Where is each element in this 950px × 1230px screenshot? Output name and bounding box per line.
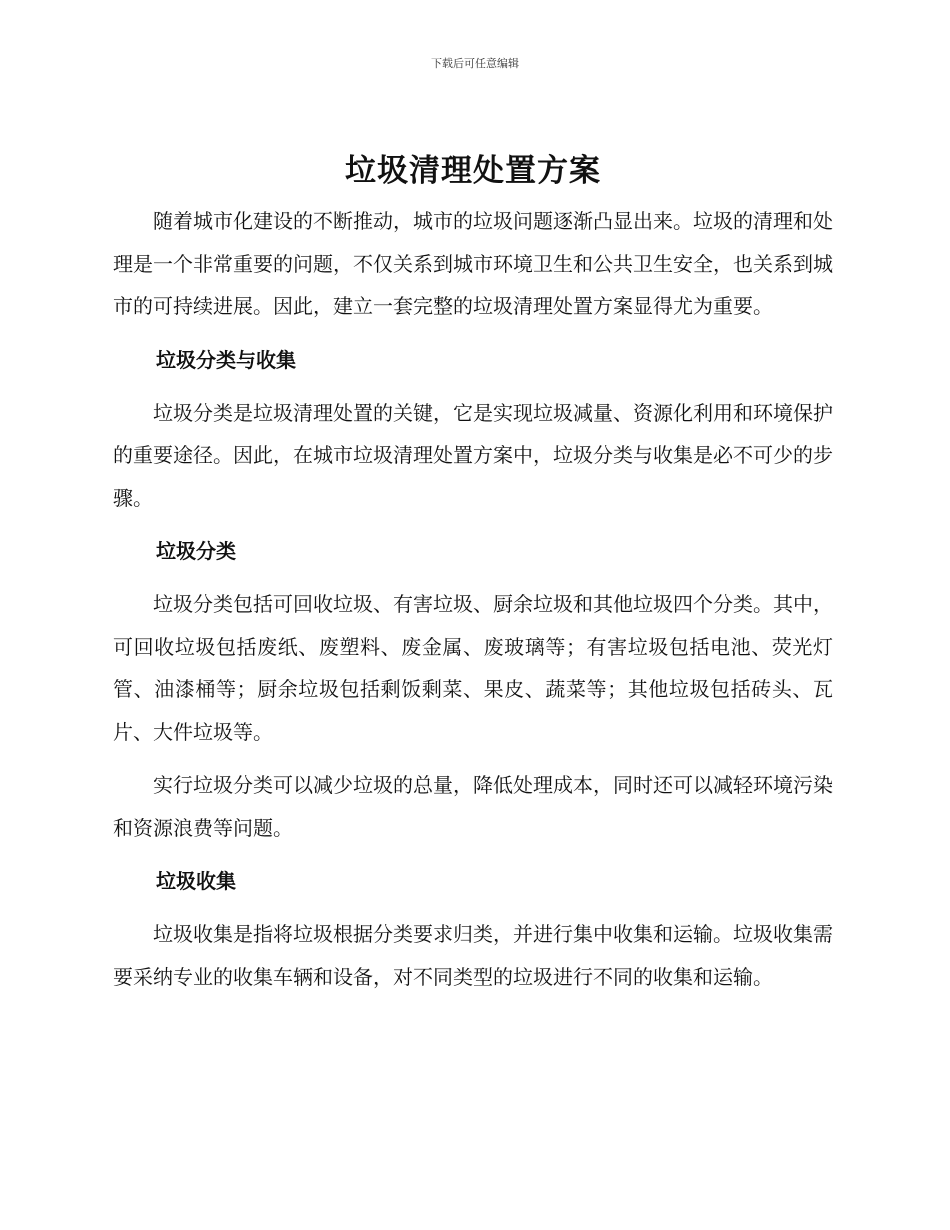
paragraph-sorting-benefits: 实行垃圾分类可以减少垃圾的总量，降低处理成本，同时还可以减轻环境污染和资源浪费等问题。 bbox=[113, 773, 833, 840]
header-note: 下载后可任意编辑 bbox=[431, 57, 519, 70]
paragraph-intro: 随着城市化建设的不断推动，城市的垃圾问题逐渐凸显出来。垃圾的清理和处理是一个非常重要的问题，不仅关系到城市环境卫生和公共卫生安全，也关系到城市的可持续进展。因此，建立一套完整的垃圾清理处置方案显得尤为重要。 bbox=[113, 209, 833, 318]
document-title: 垃圾清理处置方案 bbox=[345, 153, 601, 189]
paragraph-collection: 垃圾收集是指将垃圾根据分类要求归类，并进行集中收集和运输。垃圾收集需要采纳专业的收集车辆和设备，对不同类型的垃圾进行不同的收集和运输。 bbox=[113, 922, 833, 989]
paragraph-gap bbox=[113, 753, 833, 764]
section-heading-collection: 垃圾收集 bbox=[156, 869, 236, 893]
paragraph-sorting-categories: 垃圾分类包括可回收垃圾、有害垃圾、厨余垃圾和其他垃圾四个分类。其中，可回收垃圾包括废纸、废塑料、废金属、废玻璃等；有害垃圾包括电池、荧光灯管、油漆桶等；厨余垃圾包括剩饭剩菜、果皮、蔬菜等；其他垃圾包括砖头、瓦片、大件垃圾等。 bbox=[113, 592, 833, 744]
document-body bbox=[113, 148, 833, 998]
section-heading-sorting: 垃圾分类 bbox=[156, 539, 236, 563]
paragraph-sorting-collection: 垃圾分类是垃圾清理处置的关键，它是实现垃圾减量、资源化利用和环境保护的重要途径。因此，在城市垃圾清理处置方案中，垃圾分类与收集是必不可少的步骤。 bbox=[113, 400, 833, 510]
section-heading-sorting-collection: 垃圾分类与收集 bbox=[156, 347, 296, 372]
